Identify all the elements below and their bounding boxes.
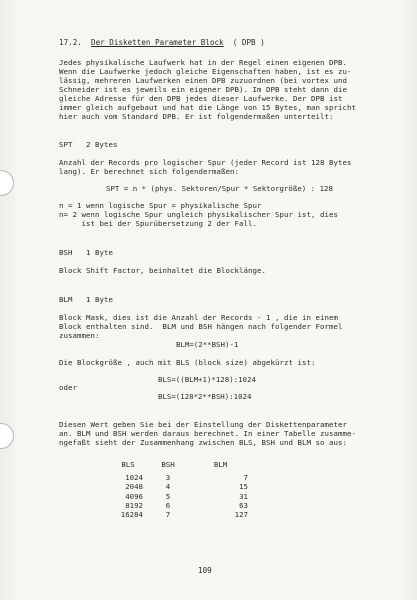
table-row xyxy=(113,473,248,482)
spt-heading xyxy=(59,140,118,149)
closing-line: ngefaßt sieht der Zusammenhang zwischen BLS, BSH und BLM so aus: xyxy=(59,438,347,447)
table-header: BLM xyxy=(213,460,228,469)
table-cell: 4 xyxy=(165,482,171,492)
table-cell: 6 xyxy=(165,500,171,510)
table-row xyxy=(113,482,248,491)
section-heading xyxy=(59,38,265,47)
table-cell: 16284 xyxy=(120,510,143,520)
bls-formula-alt: BLS=(128*2**BSH):1024 xyxy=(158,392,252,401)
blm-formula: BLM=(2**BSH)-1 xyxy=(176,340,239,349)
bsh-label: BSH xyxy=(59,248,73,257)
spt-n-line: n = 1 wenn logische Spur = physikalische Spur xyxy=(59,201,262,210)
bsh-heading xyxy=(59,248,113,257)
table-header: BSH xyxy=(161,460,175,469)
intro-line: Schneider ist es jeweils ein eigener DPB). Im DPB steht dann die xyxy=(59,85,347,94)
table-row xyxy=(113,492,248,501)
closing-line: an. BLM und BSH werden daraus berechnet. In einer Tabelle zusamme- xyxy=(59,429,356,438)
bsh-desc: Block Shift Factor, beinhaltet die Blocklänge. xyxy=(59,266,266,275)
blm-heading xyxy=(59,295,113,304)
spt-label: SPT xyxy=(59,140,73,149)
section-title: Der Disketten Parameter Block xyxy=(91,38,224,47)
intro-line: Jedes physikalische Laufwerk hat in der Regel einen eigenen DPB. xyxy=(59,58,347,67)
spt-desc-line: Anzahl der Records pro logischer Spur (jeder Record ist 128 Bytes xyxy=(59,158,352,167)
blm-label: BLM xyxy=(59,295,73,304)
section-abbrev: ( DPB ) xyxy=(232,38,265,47)
blm-size: 1 Byte xyxy=(86,295,113,304)
blm-desc-line: zusammen: xyxy=(59,331,100,340)
punch-hole xyxy=(0,423,14,449)
intro-line: Wenn die Laufwerke jedoch gleiche Eigenschaften haben, ist es zu- xyxy=(59,67,352,76)
spt-n-line: ist bei der Spurübersetzung 2 der Fall. xyxy=(59,219,257,228)
table-header: BLS xyxy=(121,460,135,469)
section-number: 17.2. xyxy=(59,38,82,47)
intro-line: immer gleich aufgebaut und hat die Länge von 15 Bytes, man spricht xyxy=(59,103,356,112)
table-cell: 2048 xyxy=(125,482,143,492)
table-cell: 5 xyxy=(165,491,171,501)
punch-hole xyxy=(0,170,14,196)
blocksize-line: Die Blockgröße , auch mit BLS (block size) abgekürzt ist: xyxy=(59,358,316,367)
table-cell: 7 xyxy=(243,473,248,483)
table-cell: 4096 xyxy=(125,491,143,501)
table-row xyxy=(113,510,248,519)
table-cell: 15 xyxy=(239,482,248,492)
blm-desc-line: Block Mask, dies ist die Anzahl der Records - 1 , die in einem xyxy=(59,313,338,322)
spt-formula: SPT = n * (phys. Sektoren/Spur * Sektorgröße) : 128 xyxy=(106,184,333,193)
spt-desc-line: lang). Er berechnet sich folgendermaßen: xyxy=(59,167,239,176)
spt-n-line: n= 2 wenn logische Spur ungleich physikalischer Spur ist, dies xyxy=(59,210,338,219)
bls-table xyxy=(113,460,248,519)
bls-formula: BLS=((BLM+1)*128):1024 xyxy=(158,375,256,384)
intro-line: hier auch vom Standard DPB. Er ist folgendermaßen unterteilt: xyxy=(59,112,334,121)
table-cell: 8192 xyxy=(125,500,143,510)
closing-line: Diesen Wert geben Sie bei der Einstellung der Diskettenparameter xyxy=(59,420,347,429)
oder-label: oder xyxy=(59,383,77,392)
spt-size: 2 Bytes xyxy=(86,140,118,149)
bsh-size: 1 Byte xyxy=(86,248,113,257)
table-header-row xyxy=(113,460,248,473)
table-cell: 7 xyxy=(165,510,171,520)
intro-line: lässig, mehreren Laufwerken einen DPB zuzuordnen (bei vortex und xyxy=(59,76,347,85)
table-cell: 1024 xyxy=(125,473,143,483)
table-row xyxy=(113,501,248,510)
table-cell: 63 xyxy=(239,500,248,510)
table-cell: 31 xyxy=(239,491,248,501)
table-cell: 3 xyxy=(165,473,171,483)
table-cell: 127 xyxy=(234,510,248,520)
blm-desc-line: Block enthalten sind. BLM und BSH hängen nach folgender Formel xyxy=(59,322,343,331)
page-number: 109 xyxy=(198,566,212,575)
intro-line: gleiche Adresse für den DPB jedes dieser Laufwerke. Der DPB ist xyxy=(59,94,343,103)
